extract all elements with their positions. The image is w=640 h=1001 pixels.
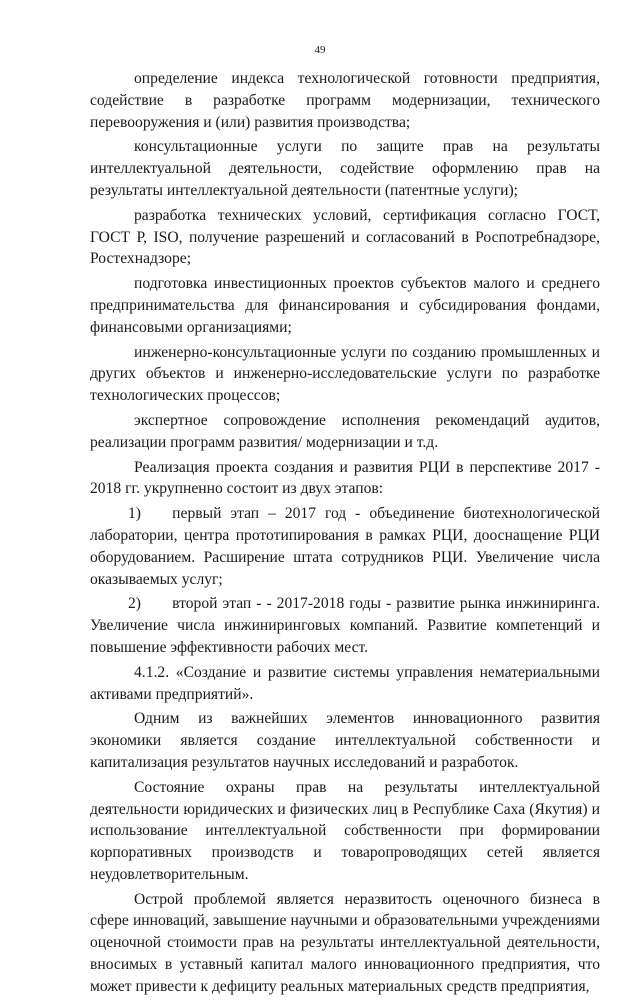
paragraph: экспертное сопровождение исполнения рекомендаций аудитов, реализации программ развития/ модернизации и т.д. <box>90 411 600 451</box>
paragraph: подготовка инвестиционных проектов субъектов малого и среднего предпринимательства для финансирования и субсидирования фондами, финансовыми организациями; <box>90 275 600 336</box>
page-number: 49 <box>314 44 326 56</box>
section-heading: 4.1.2. «Создание и развитие системы управления нематериальными активами предприятий». <box>90 663 600 703</box>
list-item: 1) первый этап – 2017 год - объединение биотехнологической лаборатории, центра прототипирования в рамках РЦИ, дооснащение РЦИ оборудованием. Расширение штата сотрудников РЦИ. Увеличение числа оказываемых услуг; <box>90 505 600 588</box>
paragraph: Состояние охраны прав на результаты интеллектуальной деятельности юридических и физических лиц в Республике Саха (Якутия) и использование интеллектуальной собственности при формировании корпоративных производств и товаропроводящих сетей является неудовлетворительным. <box>90 778 600 883</box>
paragraph: разработка технических условий, сертификация согласно ГОСТ, ГОСТ Р, ISO, получение разрешений и согласований в Роспотребнадзоре, Ростехнадзоре; <box>90 206 600 268</box>
paragraph: определение индекса технологической готовности предприятия, содействие в разработке программ модернизации, технического перевооружения и (или) развития производства; <box>90 70 600 131</box>
paragraph: Острой проблемой является неразвитость оценочного бизнеса в сфере инноваций, завышение научными и образовательными учреждениями оценочной стоимости прав на результаты интеллектуальной деятельности, вносимых в уставный капитал малого инновационного предприятия, что может привести к дефициту реальных материальных средств предприятия, <box>90 890 600 995</box>
paragraph: Одним из важнейших элементов инновационного развития экономики является создание интеллектуальной собственности и капитализация результатов научных исследований и разработок. <box>90 710 600 771</box>
document-body <box>90 68 600 1001</box>
list-item: 2) второй этап - - 2017-2018 годы - развитие рынка инжиниринга. Увеличение числа инжиниринговых компаний. Развитие компетенций и повышение эффективности рабочих мест. <box>90 595 600 656</box>
paragraph: консультационные услуги по защите прав на результаты интеллектуальной деятельности, содействие оформлению прав на результаты интеллектуальной деятельности (патентные услуги); <box>90 138 600 199</box>
paragraph: инженерно-консультационные услуги по созданию промышленных и других объектов и инженерно-исследовательские услуги по разработке технологических процессов; <box>90 343 600 405</box>
paragraph: Реализация проекта создания и развития РЦИ в перспективе 2017 - 2018 гг. укрупненно состоит из двух этапов: <box>90 458 600 498</box>
